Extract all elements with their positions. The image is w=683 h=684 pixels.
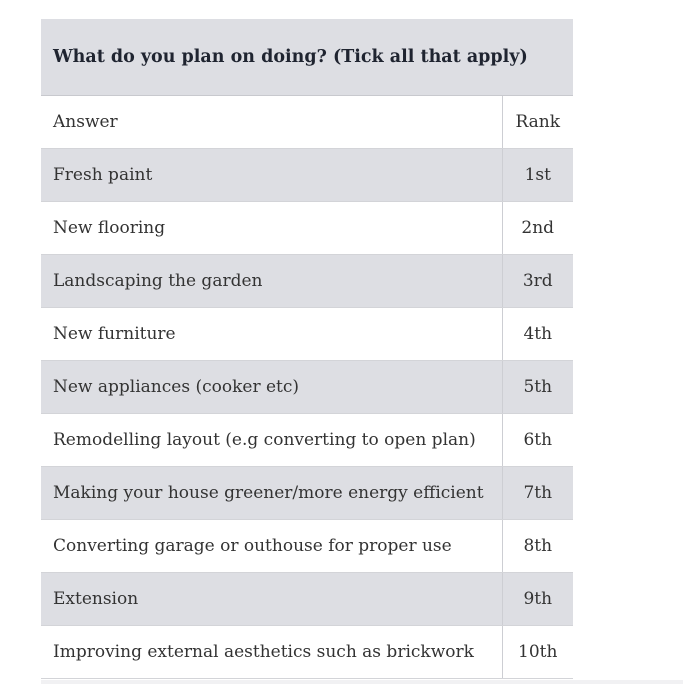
answer-cell: Improving external aesthetics such as brickwork [41,626,502,679]
table-row [41,573,573,626]
answer-cell: New appliances (cooker etc) [41,361,502,414]
table-row [41,202,573,255]
table-row [41,361,573,414]
rank-cell: 2nd [502,202,573,255]
answer-column-header: Answer [41,96,502,149]
answer-cell: Extension [41,573,502,626]
rank-cell: 3rd [502,255,573,308]
table-body [41,96,573,679]
rank-cell: 10th [502,626,573,679]
survey-results-table [41,19,573,679]
table-header-row [41,96,573,149]
rank-cell: 6th [502,414,573,467]
answer-cell: Landscaping the garden [41,255,502,308]
survey-table-container [41,19,573,679]
rank-cell: 8th [502,520,573,573]
answer-cell: New flooring [41,202,502,255]
table-row [41,414,573,467]
table-row [41,308,573,361]
rank-cell: 1st [502,149,573,202]
table-row [41,626,573,679]
rank-cell: 9th [502,573,573,626]
rank-cell: 4th [502,308,573,361]
answer-cell: Making your house greener/more energy efficient [41,467,502,520]
answer-cell: New furniture [41,308,502,361]
table-title-row [41,19,573,96]
table-title: What do you plan on doing? (Tick all that apply) [41,19,573,96]
horizontal-scroll-track [41,680,683,684]
table-row [41,149,573,202]
answer-cell: Fresh paint [41,149,502,202]
table-row [41,467,573,520]
table-row [41,255,573,308]
rank-column-header: Rank [502,96,573,149]
answer-cell: Converting garage or outhouse for proper use [41,520,502,573]
rank-cell: 7th [502,467,573,520]
answer-cell: Remodelling layout (e.g converting to open plan) [41,414,502,467]
table-row [41,520,573,573]
rank-cell: 5th [502,361,573,414]
